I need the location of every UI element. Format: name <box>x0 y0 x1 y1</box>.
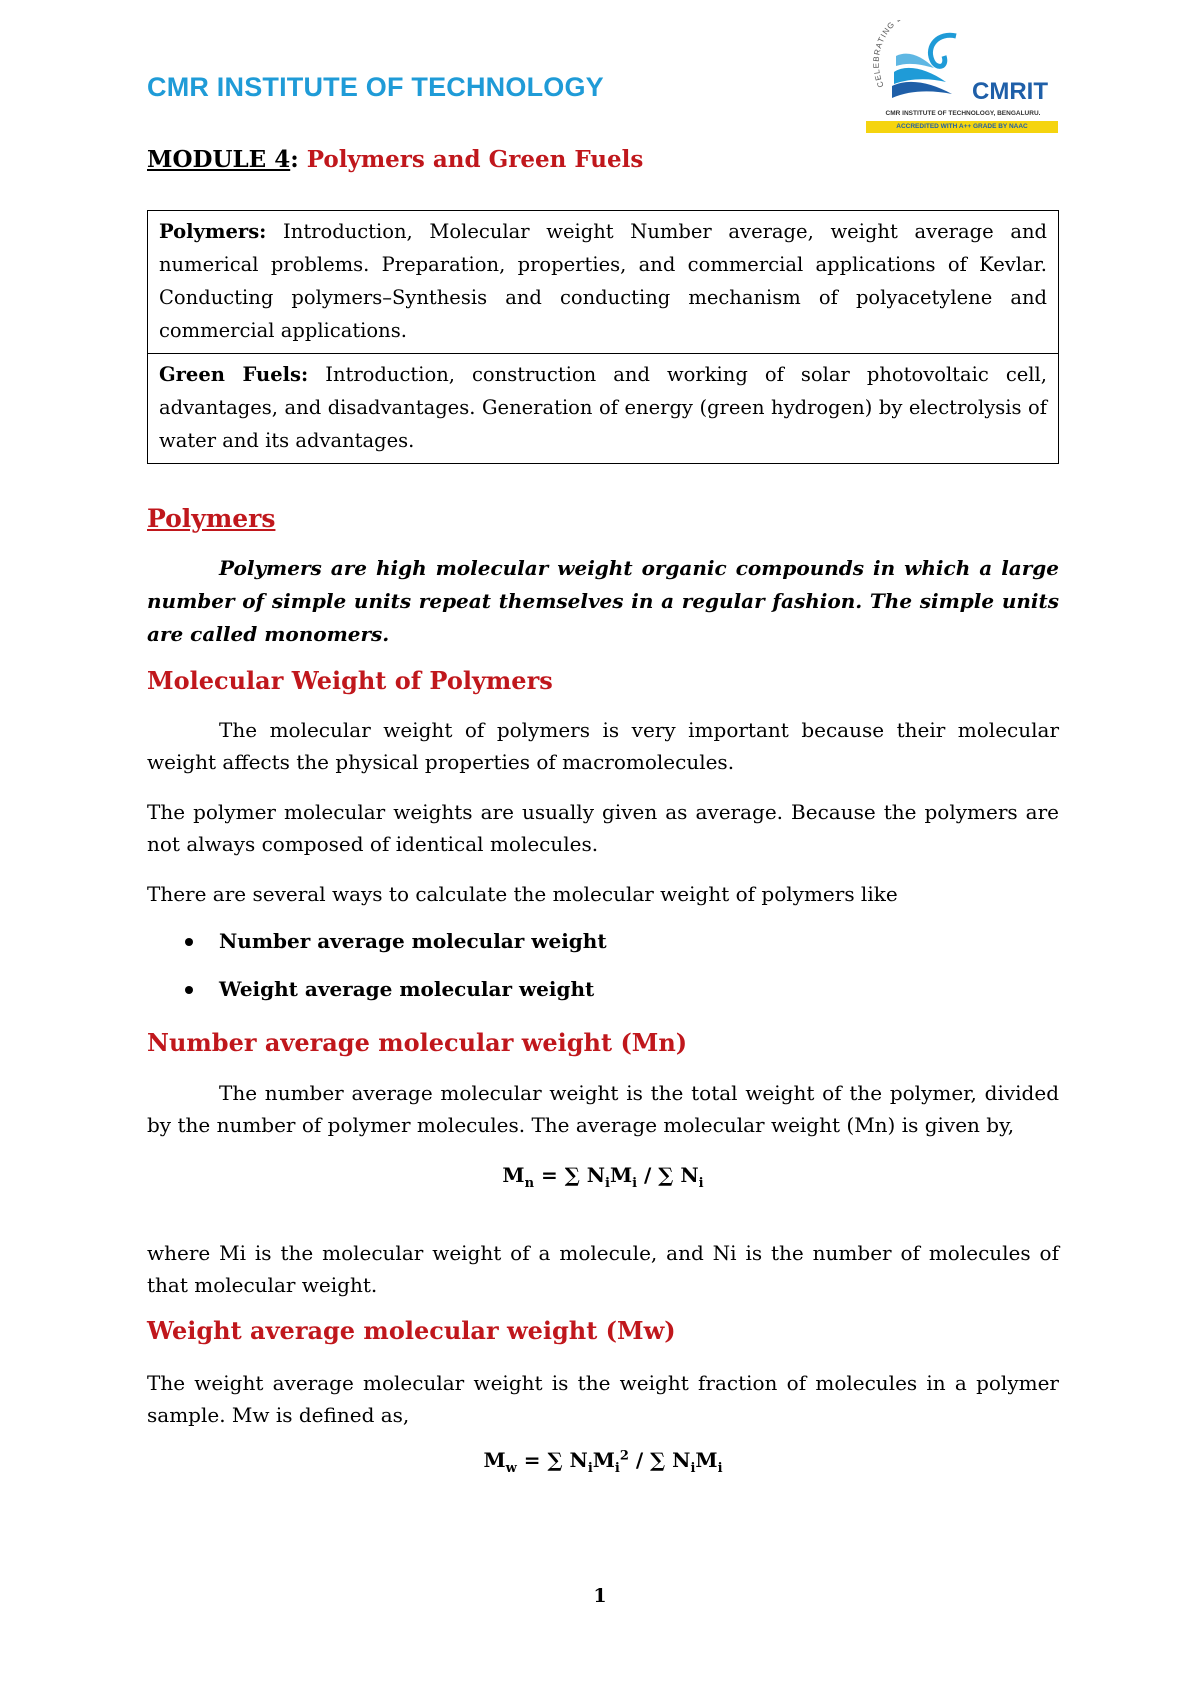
number-average-heading: Number average molecular weight (Mn) <box>147 1028 688 1057</box>
syllabus-polymers-text: Introduction, Molecular weight Number average, weight average and numerical problems. Preparation, properties, and commercial applications of Kevlar. Conducting polymers–Synthesis and conducting mechanism of polyacetylene and commercial applications. <box>159 220 1047 342</box>
bullet-icon <box>185 986 193 994</box>
molecular-weight-para-3: There are several ways to calculate the molecular weight of polymers like <box>147 882 898 906</box>
syllabus-polymers-label: Polymers: <box>159 220 267 243</box>
syllabus-green-fuels-cell <box>148 353 1058 463</box>
module-title: Polymers and Green Fuels <box>306 146 644 173</box>
logo-wordmark: CMRIT <box>972 78 1048 105</box>
number-average-formula: $M_n$ = ∑ $N_iM_i$ / ∑ $N_i$ <box>502 1163 704 1191</box>
syllabus-table <box>147 210 1059 464</box>
syllabus-polymers-cell <box>148 211 1058 353</box>
polymers-heading: Polymers <box>147 504 276 533</box>
list-item: Number average molecular weight <box>147 925 607 973</box>
polymers-definition: Polymers are high molecular weight organic compounds in which a large number of simple units repeat themselves in a regular fashion. The simple units are called monomers. <box>147 556 1059 646</box>
weight-average-para: The weight average molecular weight is the weight fraction of molecules in a polymer sample. Mw is defined as, <box>147 1371 1059 1427</box>
syllabus-green-label: Green Fuels: <box>159 363 309 386</box>
logo-subtitle: CMR INSTITUTE OF TECHNOLOGY, BENGALURU. <box>885 110 1041 117</box>
molecular-weight-para-2: The polymer molecular weights are usually given as average. Because the polymers are not always composed of identical molecules. <box>147 800 1059 856</box>
molecular-weight-para-1: The molecular weight of polymers is very important because their molecular weight affects the physical properties of macromolecules. <box>147 718 1059 774</box>
page-number: 1 <box>593 1585 607 1607</box>
number-average-explanation: where Mi is the molecular weight of a molecule, and Ni is the number of molecules of that molecular weight. <box>147 1241 1059 1297</box>
syllabus-green-text: Introduction, construction and working of solar photovoltaic cell, advantages, and disadvantages. Generation of energy (green hydrogen) by electrolysis of water and its advantages. <box>159 363 1047 452</box>
number-average-para: The number average molecular weight is the total weight of the polymer, divided by the number of polymer molecules. The average molecular weight (Mn) is given by, <box>147 1081 1059 1137</box>
module-separator: : <box>290 146 307 173</box>
molecular-weight-types-list <box>147 925 607 1021</box>
cmrit-logo <box>864 18 1060 136</box>
logo-accreditation-band: ACCREDITED WITH A++ GRADE BY NAAC <box>866 121 1058 133</box>
bullet-icon <box>185 938 193 946</box>
swan-icon <box>886 28 976 108</box>
list-item: Weight average molecular weight <box>147 973 607 1021</box>
weight-average-heading: Weight average molecular weight (Mw) <box>147 1316 676 1345</box>
institute-title: CMR INSTITUTE OF TECHNOLOGY <box>147 72 604 102</box>
molecular-weight-heading: Molecular Weight of Polymers <box>147 666 553 695</box>
module-heading <box>147 146 643 173</box>
weight-average-formula: $M_w$ = ∑ $N_iM_i^2$ / ∑ $N_iM_i$ <box>483 1448 723 1476</box>
svg-text:CELEBRATING 20 YEARS: CELEBRATING <box>871 20 897 89</box>
module-label: MODULE 4 <box>147 146 291 173</box>
